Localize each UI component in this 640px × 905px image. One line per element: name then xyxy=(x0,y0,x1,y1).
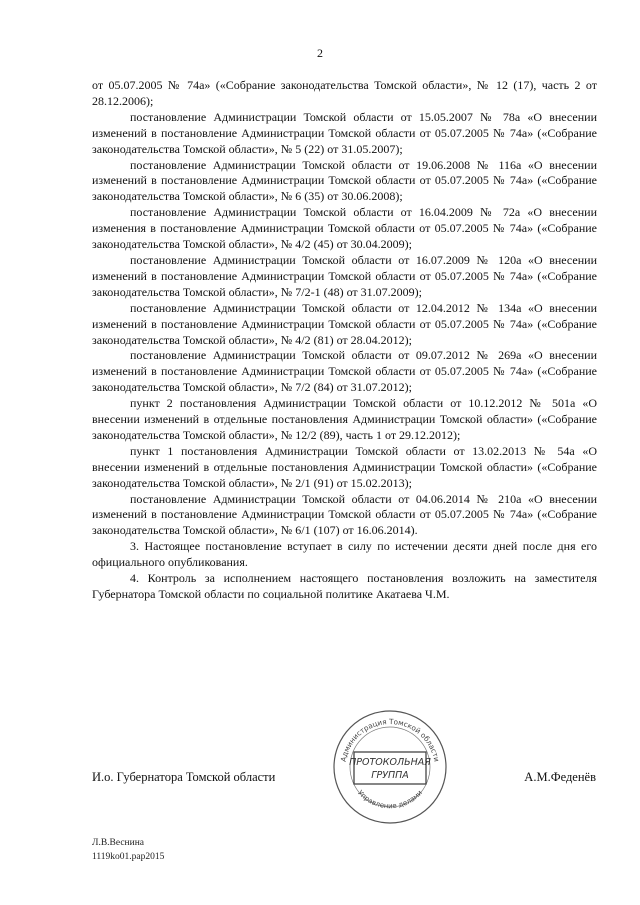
stamp-bottom-text: Управление делами xyxy=(356,788,424,811)
page-number: 2 xyxy=(317,46,323,60)
document-paragraph: постановление Администрации Томской области от 15.05.2007 № 78а «О внесении изменений в постановление Администрации Томской области от 05.07.2005 № 74а» («Собрание законодательства Томской области», № 5 (22) от 31.05.2007); xyxy=(92,109,597,156)
document-paragraph: постановление Администрации Томской области от 16.04.2009 № 72а «О внесении изменения в постановление Администрации Томской области от 05.07.2005 № 74а» («Собрание законодательства Томской области», № 4/2 (45) от 30.04.2009); xyxy=(92,205,597,252)
document-paragraph: постановление Администрации Томской области от 04.06.2014 № 210а «О внесении изменений в постановление Администрации Томской области от 05.07.2005 № 74а» («Собрание законодательства Томской области», № 6/1 (107) от 16.06.2014). xyxy=(92,491,597,538)
footer-author: Л.В.Веснина xyxy=(92,838,145,848)
footer-file: 1119ko01.pap2015 xyxy=(92,852,165,862)
document-paragraph: 4. Контроль за исполнением настоящего постановления возложить на заместителя Губернатора Томской области по социальной политике Акатаева Ч.М. xyxy=(92,571,597,601)
signature-title: И.о. Губернатора Томской области xyxy=(92,770,276,784)
document-paragraph: постановление Администрации Томской области от 12.04.2012 № 134а «О внесении изменений в постановление Администрации Томской области от 05.07.2005 № 74а» («Собрание законодательства Томской области», № 4/2 (81) от 28.04.2012); xyxy=(92,300,597,347)
stamp-line-1: ПРОТОКОЛЬНАЯ xyxy=(349,757,431,768)
document-paragraph: пункт 1 постановления Администрации Томской области от 13.02.2013 № 54а «О внесении изменений в отдельные постановления Администрации Томской области» («Собрание законодательства Томской области», № 2/1 (91) от 15.02.2013); xyxy=(92,443,597,490)
document-paragraph: пункт 2 постановления Администрации Томской области от 10.12.2012 № 501а «О внесении изменений в отдельные постановления Администрации Томской области» («Собрание законодательства Томской области», № 12/2 (89), часть 1 от 29.12.2012); xyxy=(92,396,597,442)
document-body xyxy=(92,78,597,603)
document-paragraph: постановление Администрации Томской области от 16.07.2009 № 120а «О внесении изменений в постановление Администрации Томской области от 05.07.2005 № 74а» («Собрание законодательства Томской области», № 7/2-1 (48) от 31.07.2009); xyxy=(92,252,597,299)
stamp-line-2: ГРУППА xyxy=(371,770,409,781)
signature-name: А.М.Феденёв xyxy=(524,770,596,784)
document-paragraph: от 05.07.2005 № 74а» («Собрание законодательства Томской области», № 12 (17), часть 2 от 28.12.2006); xyxy=(92,78,597,108)
document-paragraph: постановление Администрации Томской области от 19.06.2008 № 116а «О внесении изменений в постановление Администрации Томской области от 05.07.2005 № 74а» («Собрание законодательства Томской области», № 6 (35) от 30.06.2008); xyxy=(92,157,597,204)
document-paragraph: 3. Настоящее постановление вступает в силу по истечении десяти дней после дня его официального опубликования. xyxy=(92,539,597,570)
stamp-ring-text: Администрация Томской области xyxy=(338,716,442,763)
protocol-group-stamp xyxy=(330,707,450,827)
document-paragraph: постановление Администрации Томской области от 09.07.2012 № 269а «О внесении изменений в постановление Администрации Томской области от 05.07.2005 № 74а» («Собрание законодательства Томской области», № 7/2 (84) от 31.07.2012); xyxy=(92,348,597,395)
